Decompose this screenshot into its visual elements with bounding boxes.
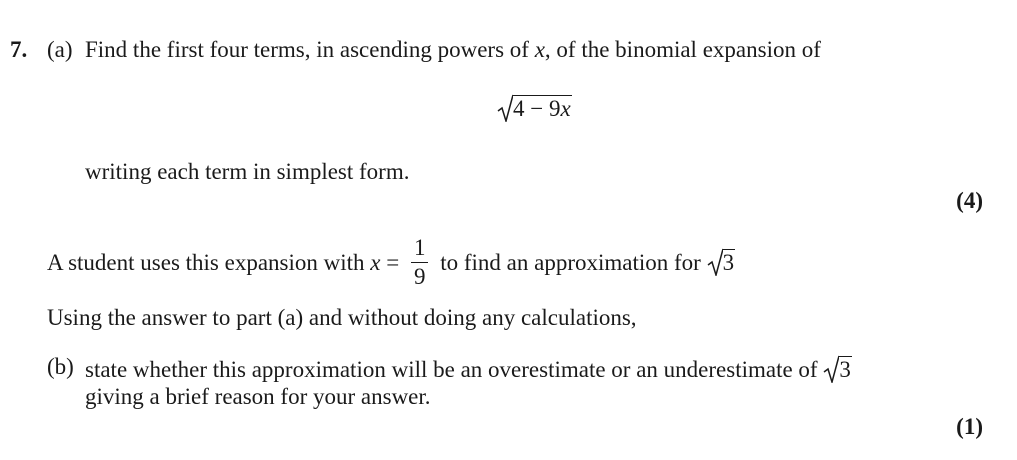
- student-approximation-line: [47, 235, 735, 291]
- fraction-numerator: 1: [413, 235, 426, 260]
- part-b-label: (b): [47, 354, 74, 379]
- fraction-one-ninth: [411, 236, 429, 289]
- fraction-bar: [411, 262, 429, 263]
- part-a-label: (a): [47, 37, 73, 62]
- part-a-marks: (4): [956, 188, 983, 213]
- square-root: [497, 94, 572, 122]
- part-b-line-1: [85, 355, 852, 383]
- question-number: 7.: [10, 37, 28, 62]
- equals-sign: =: [380, 249, 405, 275]
- radicand-variable: x: [560, 96, 571, 121]
- part-a-variable: x: [534, 37, 545, 62]
- part-a-instruction: [85, 38, 821, 61]
- radicand: [513, 95, 572, 120]
- part-b-marks: (1): [956, 414, 983, 439]
- part-b-text: state whether this approximation will be an overestimate or an underestimate of: [85, 357, 824, 382]
- sqrt-radicand: 3: [722, 249, 735, 275]
- square-root-three-b: [823, 355, 852, 383]
- square-root-three: [707, 248, 736, 276]
- part-a-text-before: Find the first four terms, in ascending powers of: [85, 37, 535, 62]
- using-instruction: Using the answer to part (a) and without doing any calculations,: [47, 305, 637, 330]
- part-a-text-after: , of the binomial expansion of: [544, 37, 821, 62]
- radical-sign-icon: [497, 94, 513, 122]
- part-b-line-2: giving a brief reason for your answer.: [85, 384, 431, 409]
- radical-sign-icon: [823, 355, 839, 383]
- sqrt-radicand-b: 3: [839, 357, 851, 382]
- student-text-after: to find an approximation for: [434, 249, 707, 275]
- binomial-expression: [497, 94, 572, 122]
- radical-sign-icon: [707, 248, 723, 276]
- student-variable: x: [370, 249, 381, 275]
- fraction-denominator: 9: [413, 264, 426, 290]
- radicand-constant: 4 − 9: [513, 96, 561, 121]
- part-a-continuation: writing each term in simplest form.: [85, 159, 410, 184]
- student-text-before: A student uses this expansion with: [47, 249, 371, 275]
